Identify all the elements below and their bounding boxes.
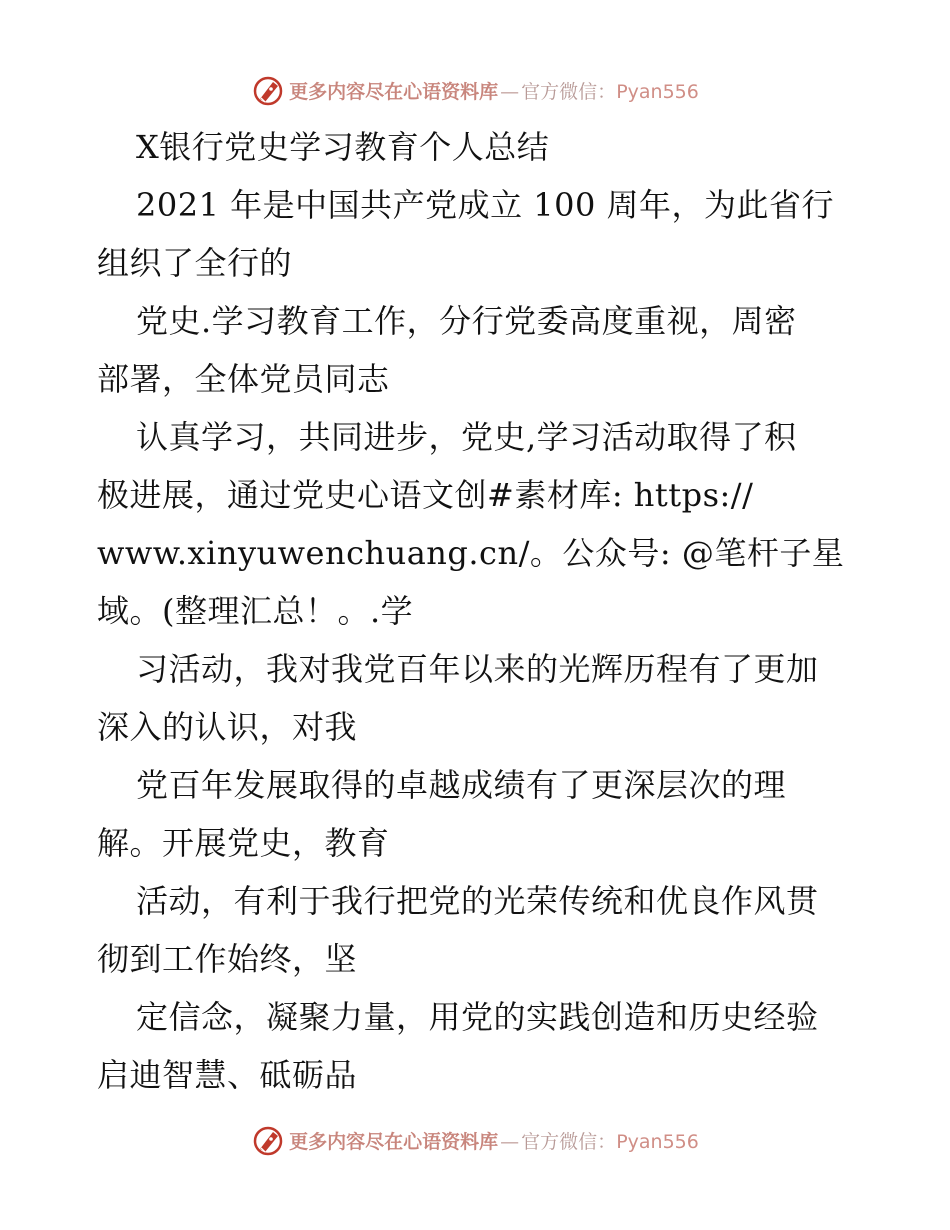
watermark-wechat-id: Pyan556 [616,1130,699,1153]
document-line: 活动，有利于我行把党的光荣传统和优良作风贯 [136,882,819,920]
pen-nib-logo-icon [251,73,285,107]
document-line: 认真学习，共同进步，党史,学习活动取得了积 [136,418,797,456]
watermark-wechat-label: 官方微信： [521,80,617,103]
document-line: 部署，全体党员同志 [97,360,390,398]
document-line: 极进展，通过党史心语文创#素材库: https:// [97,476,754,514]
document-title: X银行党史学习教育个人总结 [136,128,550,166]
watermark-wechat-label: 官方微信： [521,1130,617,1153]
watermark-wechat-id: Pyan556 [616,80,699,103]
document-line: 深入的认识，对我 [97,708,358,746]
document-line: 启迪智慧、砥砺品 [97,1056,358,1094]
pen-nib-logo-icon [251,1123,285,1157]
footer-watermark [0,1120,950,1160]
watermark-separator: — [500,80,520,103]
header-watermark [0,70,950,110]
document-line: 解。开展党史，教育 [97,824,390,862]
document-line: 2021 年是中国共产党成立 100 周年，为此省行 [136,186,835,224]
document-line: 习活动，我对我党百年以来的光辉历程有了更加 [136,650,819,688]
document-line: 定信念，凝聚力量，用党的实践创造和历史经验 [136,998,819,1036]
document-line: 域。(整理汇总！。.学 [97,592,414,630]
document-line: 党百年发展取得的卓越成绩有了更深层次的理 [136,766,787,804]
document-line: www.xinyuwenchuang.cn/。公众号: @笔杆子星 [97,534,845,572]
document-line: 彻到工作始终，坚 [97,940,358,978]
document-line: 组织了全行的 [97,244,293,282]
watermark-main-text: 更多内容尽在心语资料库 [289,80,499,103]
watermark-main-text: 更多内容尽在心语资料库 [289,1130,499,1153]
watermark-separator: — [500,1130,520,1153]
document-line: 党史.学习教育工作，分行党委高度重视，周密 [136,302,797,340]
document-body [97,118,867,1104]
